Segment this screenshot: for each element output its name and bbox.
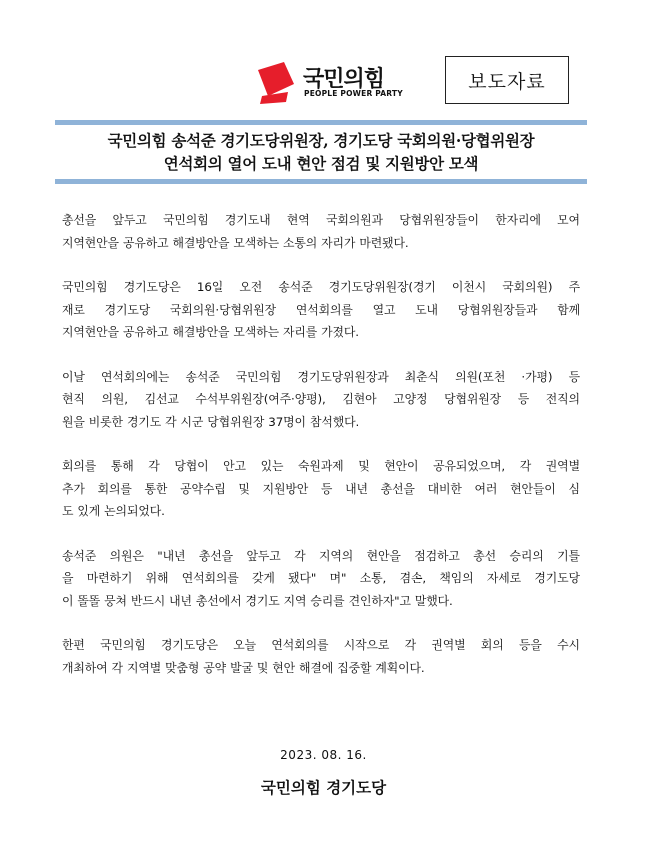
- paragraph: [62, 634, 580, 679]
- party-logo-subtitle: PEOPLE POWER PARTY: [304, 89, 403, 98]
- paragraph-line: 원을 비롯한 경기도 각 시군 당협위원장 37명이 참석했다.: [62, 414, 360, 429]
- paragraph-line: 추가 회의를 통한 공약수립 및 지원방안 등 내년 총선을 대비한 여러 현안들이 심: [62, 481, 580, 496]
- paragraph-line: 재로 경기도당 국회의원·당협위원장 연석회의를 열고 도내 당협위원장들과 함께: [62, 302, 580, 317]
- paragraph: [62, 545, 580, 613]
- party-logo: [258, 62, 403, 106]
- paragraph-line: 회의를 통해 각 당협이 안고 있는 숙원과제 및 현안이 공유되었으며, 각 권역별: [62, 459, 580, 473]
- paragraph-line: 도 있게 논의되었다.: [62, 504, 165, 518]
- headline-line: 연석회의 열어 도내 현안 점검 및 지원방안 모색: [163, 154, 479, 173]
- paragraph: [62, 455, 580, 523]
- party-logo-name: 국민의힘: [303, 67, 385, 92]
- party-logo-mark-icon: [258, 62, 300, 104]
- paragraph-line: 지역현안을 공유하고 해결방안을 모색하는 소통의 자리가 마련됐다.: [62, 235, 409, 250]
- paragraph-line: 국민의힘 경기도당은 16일 오전 송석준 경기도당위원장(경기 이천시 국회의원) 주: [62, 280, 580, 294]
- headline: [55, 129, 587, 175]
- article-body: [62, 209, 580, 701]
- paragraph-line: 이 똘똘 뭉쳐 반드시 내년 총선에서 경기도 지역 승리를 견인하자"고 말했다.: [62, 593, 453, 608]
- paragraph-line: 한편 국민의힘 경기도당은 오늘 연석회의를 시작으로 각 권역별 회의 등을 수시: [62, 638, 580, 652]
- paragraph-line: 개최하여 각 지역별 맞춤형 공약 발굴 및 현안 해결에 집중할 계획이다.: [62, 660, 425, 675]
- paragraph-line: 현직 의원, 김선교 수석부위원장(여주·양평), 김현아 고양정 당협위원장 등 전직의: [62, 392, 580, 406]
- paragraph: [62, 366, 580, 434]
- paragraph: [62, 276, 580, 344]
- headline-line: 국민의힘 송석준 경기도당위원장, 경기도당 국회의원·당협위원장: [107, 131, 535, 150]
- paragraph-line: 을 마련하기 위해 연석회의를 갖게 됐다" 며" 소통, 겸손, 책임의 자세로 경기도당: [62, 571, 580, 585]
- paragraph-line: 지역현안을 공유하고 해결방안을 모색하는 자리를 가졌다.: [62, 325, 359, 339]
- paragraph: [62, 209, 580, 254]
- press-release-label: 보도자료: [445, 56, 569, 104]
- paragraph-line: 이날 연석회의에는 송석준 국민의힘 경기도당위원장과 최춘식 의원(포천 ·가평) 등: [62, 369, 580, 384]
- title-divider-top: [55, 120, 587, 125]
- paragraph-line: 송석준 의원은 "내년 총선을 앞두고 각 지역의 현안을 점검하고 총선 승리의 기틀: [62, 548, 580, 563]
- paragraph-line: 총선을 앞두고 국민의힘 경기도내 현역 국회의원과 당협위원장들이 한자리에 모여: [62, 213, 580, 227]
- title-divider-bottom: [55, 179, 587, 184]
- release-date: 2023. 08. 16.: [280, 748, 367, 762]
- issuing-organization: 국민의힘 경기도당: [260, 778, 387, 797]
